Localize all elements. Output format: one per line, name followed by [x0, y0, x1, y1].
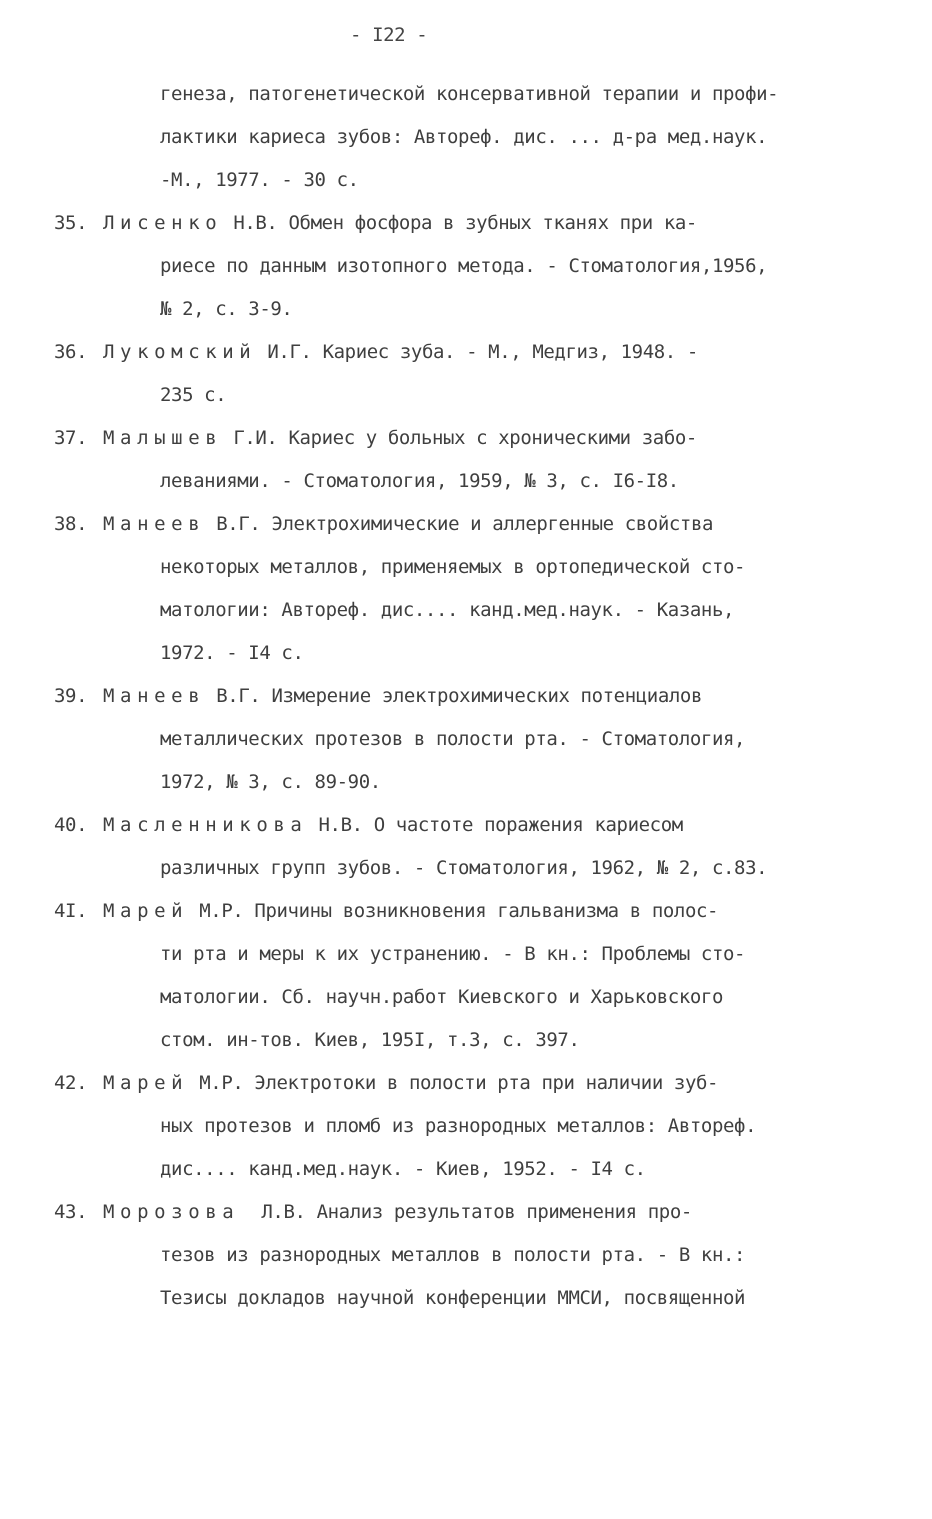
entry-author: Марей — [103, 1072, 189, 1094]
entry-author: Малышев — [103, 427, 223, 449]
entry-number: 42. — [54, 1072, 88, 1094]
entry-line: риесе по данным изотопного метода. - Стоматология,1956, — [160, 255, 768, 277]
bibliography-entry-36 — [0, 331, 932, 417]
entry-first-text: Н.В. Обмен фосфора в зубных тканях при ка- — [222, 212, 697, 234]
entry-line: матологии: Автореф. дис.... канд.мед.наук. - Казань, — [160, 599, 735, 621]
entry-line: лактики кариеса зубов: Автореф. дис. ... д-ра мед.наук. — [160, 126, 768, 148]
entry-first-text: Н.В. О частоте поражения кариесом — [307, 814, 683, 836]
bibliography-entry-39 — [0, 675, 932, 804]
entry-first-line — [0, 202, 932, 245]
entry-number: 40. — [54, 814, 88, 836]
entry-first-line — [0, 890, 932, 933]
page-number: - I22 - — [350, 24, 428, 46]
entry-first-text: Г.И. Кариес у больных с хроническими забо- — [222, 427, 697, 449]
entry-line: Тезисы докладов научной конференции ММСИ, посвященной — [160, 1287, 746, 1309]
bibliography-entry-37 — [0, 417, 932, 503]
entry-line: ти рта и меры к их устранению. - В кн.: Проблемы сто- — [160, 943, 746, 965]
entry-line: некоторых металлов, применяемых в ортопедической сто- — [160, 556, 746, 578]
entry-first-text: В.Г. Измерение электрохимических потенциалов — [205, 685, 702, 707]
entry-line: генеза, патогенетической консервативной терапии и профи- — [160, 83, 779, 105]
entry-number: 38. — [54, 513, 88, 535]
entry-first-text: В.Г. Электрохимические и аллергенные свойства — [205, 513, 714, 535]
entry-first-line — [0, 804, 932, 847]
entry-line: леваниями. - Стоматология, 1959, № 3, с. I6-I8. — [160, 470, 679, 492]
entry-author: Манеев — [103, 513, 206, 535]
entry-line: матологии. Сб. научн.работ Киевского и Харьковского — [160, 986, 723, 1008]
entry-number: 37. — [54, 427, 88, 449]
entry-line: ных протезов и пломб из разнородных металлов: Автореф. — [160, 1115, 757, 1137]
entry-line: тезов из разнородных металлов в полости рта. - В кн.: — [160, 1244, 746, 1266]
entry-author: Марей — [103, 900, 189, 922]
bibliography-entry-42 — [0, 1062, 932, 1191]
entry-line: № 2, с. 3-9. — [160, 298, 293, 320]
entry-author: Лукомский — [103, 341, 257, 363]
entry-first-line — [0, 1062, 932, 1105]
entry-number: 4I. — [54, 900, 88, 922]
entry-first-text: М.Р. Причины возникновения гальванизма в полос- — [188, 900, 719, 922]
entry-author: Масленникова — [103, 814, 308, 836]
entry-line: -М., 1977. - 30 с. — [160, 169, 359, 191]
entry-author: Лисенко — [103, 212, 223, 234]
entry-line: 1972. - I4 с. — [160, 642, 304, 664]
bibliography-entry-continuation — [0, 73, 932, 202]
entry-first-line — [0, 417, 932, 460]
entry-first-line — [0, 331, 932, 374]
entry-line: стом. ин-тов. Киев, 195I, т.3, с. 397. — [160, 1029, 580, 1051]
entry-line: 1972, № 3, с. 89-90. — [160, 771, 381, 793]
entry-author: Манеев — [103, 685, 206, 707]
bibliography-entry-43 — [0, 1191, 932, 1320]
bibliography-list — [0, 73, 932, 1320]
entry-line: 235 с. — [160, 384, 227, 406]
entry-first-line — [0, 1191, 932, 1234]
entry-author: Морозова — [103, 1201, 240, 1223]
entry-line: металлических протезов в полости рта. - Стоматология, — [160, 728, 746, 750]
entry-first-text: И.Г. Кариес зуба. - М., Медгиз, 1948. - — [256, 341, 698, 363]
bibliography-entry-41 — [0, 890, 932, 1062]
bibliography-entry-38 — [0, 503, 932, 675]
bibliography-entry-35 — [0, 202, 932, 331]
bibliography-entry-40 — [0, 804, 932, 890]
entry-number: 39. — [54, 685, 88, 707]
entry-first-text: Л.В. Анализ результатов применения про- — [239, 1201, 692, 1223]
entry-line: дис.... канд.мед.наук. - Киев, 1952. - I4 с. — [160, 1158, 646, 1180]
entry-first-line — [0, 675, 932, 718]
entry-number: 36. — [54, 341, 88, 363]
entry-first-line — [0, 503, 932, 546]
entry-number: 43. — [54, 1201, 88, 1223]
entry-first-text: М.Р. Электротоки в полости рта при наличии зуб- — [188, 1072, 719, 1094]
entry-number: 35. — [54, 212, 88, 234]
entry-line: различных групп зубов. - Стоматология, 1962, № 2, с.83. — [160, 857, 768, 879]
